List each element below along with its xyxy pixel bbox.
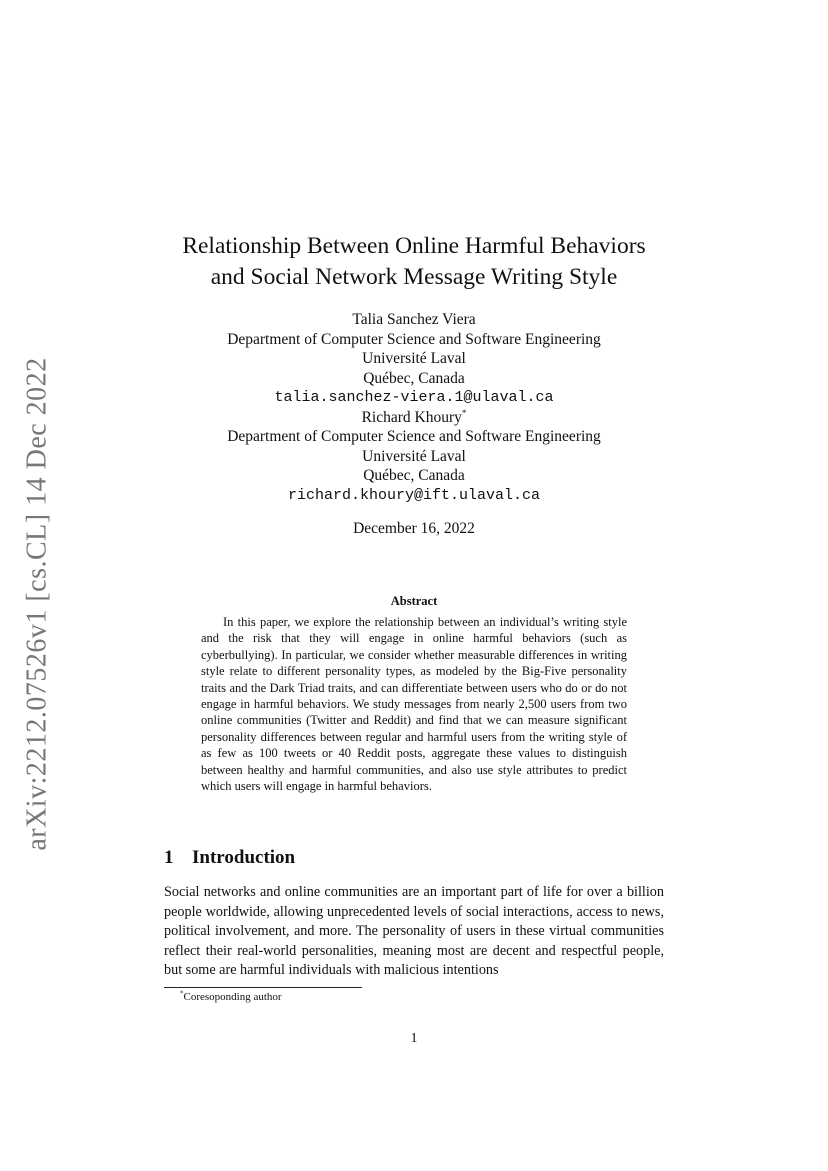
author-university: Université Laval [362,350,466,367]
footnote [180,990,282,1004]
introduction-text: Social networks and online communities are an important part of life for over a billion people worldwide, allowing unprecedented levels of social interactions, access to news, political involvement, and more. The personality of users in these virtual communities reflect their real-world personalities, meaning most are decent and respectful people, but some are harmful individuals with malicious intentions [164,884,664,978]
corresponding-author-marker: * [461,407,467,418]
author-department: Department of Computer Science and Software Engineering [227,428,601,445]
paper-title [0,231,828,293]
footnote-text: Coresoponding author [183,991,282,1003]
section-title: Introduction [192,847,296,868]
section-heading [164,846,295,870]
page-number: 1 [410,1031,418,1046]
author-1 [0,310,828,408]
footnote-marker: * [180,989,184,998]
abstract-text: In this paper, we explore the relationship between an individual’s writing style and the risk that they will engage in online harmful behaviors (such as cyberbullying). In particular, we consider whether measurable differences in writing style relate to different personality types, as modeled by the Big-Five personality traits and the Dark Triad traits, and can differentiate between users who do or do not engage in harmful behaviors. We study messages from nearly 2,500 users from two online communities (Twitter and Reddit) and find that we can measure significant personality differences between regular and harmful users from the writing style of as few as 100 tweets or 40 Reddit posts, aggregate these values to distinguish between healthy and harmful communities, and also use style attributes to predict which users will engage in harmful behaviors. [201,615,627,794]
author-name-text: Richard Khoury [361,408,462,426]
arxiv-identifier-text: arXiv:2212.07526v1 [cs.CL] 14 Dec 2022 [22,357,54,851]
author-2 [0,408,828,506]
author-email: richard.khoury@ift.ulaval.ca [287,486,541,504]
author-email: talia.sanchez-viera.1@ulaval.ca [274,389,554,406]
author-name: Talia Sanchez Viera [352,311,476,328]
paper-title-line-2: and Social Network Message Writing Style [210,264,618,290]
author-name [0,408,828,428]
abstract-heading: Abstract [390,594,438,608]
author-block [0,310,828,505]
author-location: Québec, Canada [363,467,465,484]
footnote-divider [164,987,362,988]
author-university: Université Laval [362,447,466,465]
author-department: Department of Computer Science and Software Engineering [227,330,601,348]
paper-title-line-1: Relationship Between Online Harmful Behaviors [182,233,646,259]
paper-date: December 16, 2022 [353,520,475,537]
author-location: Québec, Canada [363,369,465,387]
section-number: 1 [164,847,174,868]
